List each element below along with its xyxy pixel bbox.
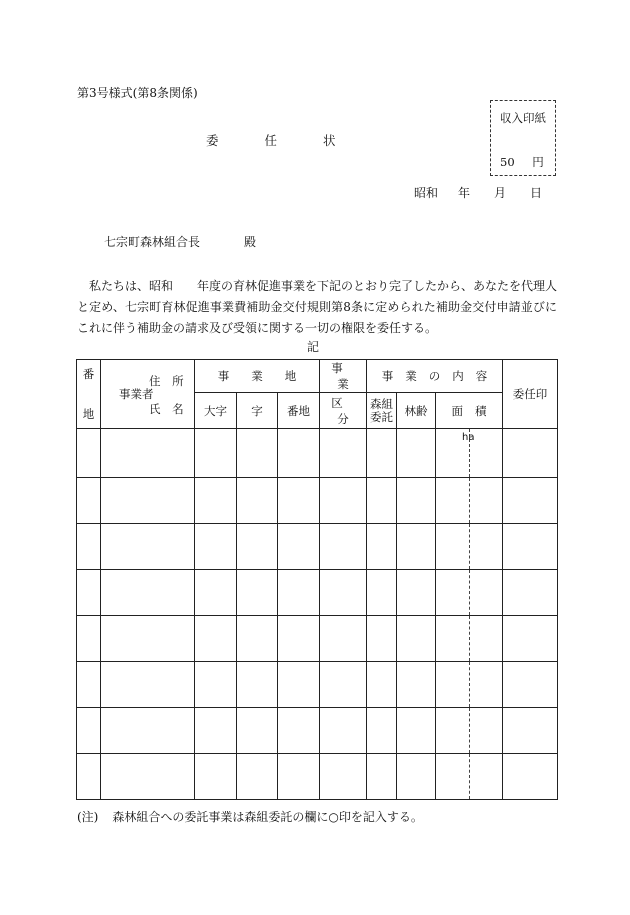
cell-aza[interactable] (237, 478, 278, 524)
table-row (77, 478, 558, 524)
area-decimal-divider (469, 616, 470, 661)
cell-oaza[interactable] (195, 708, 237, 754)
cell-oaza[interactable] (195, 524, 237, 570)
col-header-number-bottom: 地 (82, 407, 95, 421)
col-header-entrust: 森組 委託 (367, 393, 397, 429)
cell-oaza[interactable] (195, 429, 237, 478)
cell-banchi[interactable] (278, 429, 320, 478)
col-header-operator: 事業者 (119, 387, 154, 401)
cell-applicant[interactable] (101, 429, 195, 478)
cell-category[interactable] (320, 570, 367, 616)
revenue-stamp-amount: 50 円 (500, 155, 544, 169)
cell-age[interactable] (397, 429, 436, 478)
table-row (77, 662, 558, 708)
cell-area[interactable] (436, 478, 503, 524)
cell-age[interactable] (397, 570, 436, 616)
cell-area[interactable] (436, 754, 503, 800)
area-unit-label: ha (462, 432, 475, 443)
col-header-number-top: 番 (82, 367, 95, 381)
cell-banchi[interactable] (278, 754, 320, 800)
cell-applicant[interactable] (101, 524, 195, 570)
col-header-name: 氏 名 (149, 402, 184, 416)
cell-aza[interactable] (237, 616, 278, 662)
cell-number[interactable] (77, 524, 101, 570)
cell-entrust[interactable] (367, 524, 397, 570)
cell-banchi[interactable] (278, 616, 320, 662)
cell-banchi[interactable] (278, 708, 320, 754)
area-decimal-divider (469, 524, 470, 569)
cell-oaza[interactable] (195, 478, 237, 524)
table-row (77, 570, 558, 616)
cell-seal[interactable] (503, 570, 558, 616)
table-row (77, 429, 558, 478)
cell-category[interactable] (320, 524, 367, 570)
cell-banchi[interactable] (278, 662, 320, 708)
cell-number[interactable] (77, 429, 101, 478)
area-decimal-divider (469, 708, 470, 753)
cell-age[interactable] (397, 478, 436, 524)
form-number: 第3号様式(第8条関係) (77, 86, 198, 100)
cell-number[interactable] (77, 708, 101, 754)
date-era: 昭和 (414, 186, 439, 200)
cell-category[interactable] (320, 662, 367, 708)
cell-area[interactable] (436, 524, 503, 570)
cell-seal[interactable] (503, 616, 558, 662)
table-row (77, 708, 558, 754)
area-decimal-divider (469, 570, 470, 615)
date-year-label: 年 (458, 186, 471, 200)
area-decimal-divider (469, 754, 470, 799)
cell-age[interactable] (397, 616, 436, 662)
cell-area[interactable] (436, 429, 503, 478)
cell-aza[interactable] (237, 708, 278, 754)
revenue-stamp-label: 収入印紙 (500, 111, 546, 125)
cell-area[interactable] (436, 570, 503, 616)
cell-age[interactable] (397, 662, 436, 708)
cell-number[interactable] (77, 616, 101, 662)
cell-oaza[interactable] (195, 754, 237, 800)
cell-applicant[interactable] (101, 616, 195, 662)
cell-entrust[interactable] (367, 429, 397, 478)
cell-category[interactable] (320, 754, 367, 800)
revenue-stamp-box (490, 100, 556, 176)
cell-seal[interactable] (503, 708, 558, 754)
cell-entrust[interactable] (367, 754, 397, 800)
cell-applicant[interactable] (101, 662, 195, 708)
cell-aza[interactable] (237, 754, 278, 800)
col-header-seal: 委任印 (503, 360, 558, 429)
cell-aza[interactable] (237, 570, 278, 616)
cell-age[interactable] (397, 708, 436, 754)
cell-oaza[interactable] (195, 570, 237, 616)
cell-area[interactable] (436, 616, 503, 662)
cell-age[interactable] (397, 524, 436, 570)
col-header-content: 事業の内容 (367, 360, 503, 393)
cell-category[interactable] (320, 616, 367, 662)
body-paragraph: 私たちは、昭和 年度の育林促進事業を下記のとおり完了したから、あなたを代理人と定め、七宗町育林促進事業費補助金交付規則第8条に定められた補助金交付申請並びにこれに伴う補助金の請求及び受領に関する一切の権限を委任する。 (77, 279, 558, 335)
area-decimal-divider (469, 478, 470, 523)
cell-seal[interactable] (503, 429, 558, 478)
cell-category[interactable] (320, 478, 367, 524)
col-header-number (77, 360, 101, 429)
cell-number[interactable] (77, 662, 101, 708)
cell-entrust[interactable] (367, 662, 397, 708)
addressee (104, 233, 256, 250)
cell-entrust[interactable] (367, 616, 397, 662)
cell-applicant[interactable] (101, 708, 195, 754)
cell-seal[interactable] (503, 524, 558, 570)
table-row (77, 754, 558, 800)
cell-applicant[interactable] (101, 570, 195, 616)
table-row (77, 616, 558, 662)
cell-area[interactable] (436, 662, 503, 708)
cell-number[interactable] (77, 754, 101, 800)
cell-entrust[interactable] (367, 708, 397, 754)
table-row (77, 524, 558, 570)
col-header-address: 住 所 (149, 374, 184, 388)
cell-seal[interactable] (503, 478, 558, 524)
col-header-age: 林齢 (397, 393, 436, 429)
cell-oaza[interactable] (195, 662, 237, 708)
cell-applicant[interactable] (101, 478, 195, 524)
col-header-area: 面積 (436, 393, 503, 429)
cell-age[interactable] (397, 754, 436, 800)
addressee-name: 七宗町森林組合長 (104, 235, 201, 249)
cell-seal[interactable] (503, 662, 558, 708)
cell-number[interactable] (77, 570, 101, 616)
footnote-label: (注) (77, 810, 99, 824)
area-decimal-divider (469, 662, 470, 707)
cell-oaza[interactable] (195, 616, 237, 662)
document-title: 委任状 (206, 133, 382, 148)
cell-number[interactable] (77, 478, 101, 524)
col-header-banchi: 番地 (278, 393, 320, 429)
col-header-applicant (101, 360, 195, 429)
col-header-aza: 字 (237, 393, 278, 429)
cell-banchi[interactable] (278, 478, 320, 524)
date-day-label: 日 (530, 186, 543, 200)
col-header-oaza: 大字 (195, 393, 237, 429)
col-header-site: 事業地 (195, 360, 320, 393)
cell-category[interactable] (320, 708, 367, 754)
ki-heading: 記 (307, 340, 320, 354)
date-month-label: 月 (494, 186, 507, 200)
cell-entrust[interactable] (367, 570, 397, 616)
cell-aza[interactable] (237, 662, 278, 708)
footnote (77, 808, 423, 825)
cell-applicant[interactable] (101, 754, 195, 800)
addressee-honorific: 殿 (244, 235, 257, 249)
cell-seal[interactable] (503, 754, 558, 800)
cell-category[interactable] (320, 429, 367, 478)
col-header-category-top: 事業 (320, 360, 367, 393)
cell-area[interactable] (436, 708, 503, 754)
col-header-category-bottom: 区分 (320, 393, 367, 429)
cell-aza[interactable] (237, 429, 278, 478)
delegation-table (76, 359, 558, 800)
cell-aza[interactable] (237, 524, 278, 570)
footnote-text: 森林組合への委託事業は森組委託の欄に○印を記入する。 (112, 810, 423, 824)
date-line (414, 184, 542, 201)
cell-banchi[interactable] (278, 570, 320, 616)
cell-entrust[interactable] (367, 478, 397, 524)
cell-banchi[interactable] (278, 524, 320, 570)
